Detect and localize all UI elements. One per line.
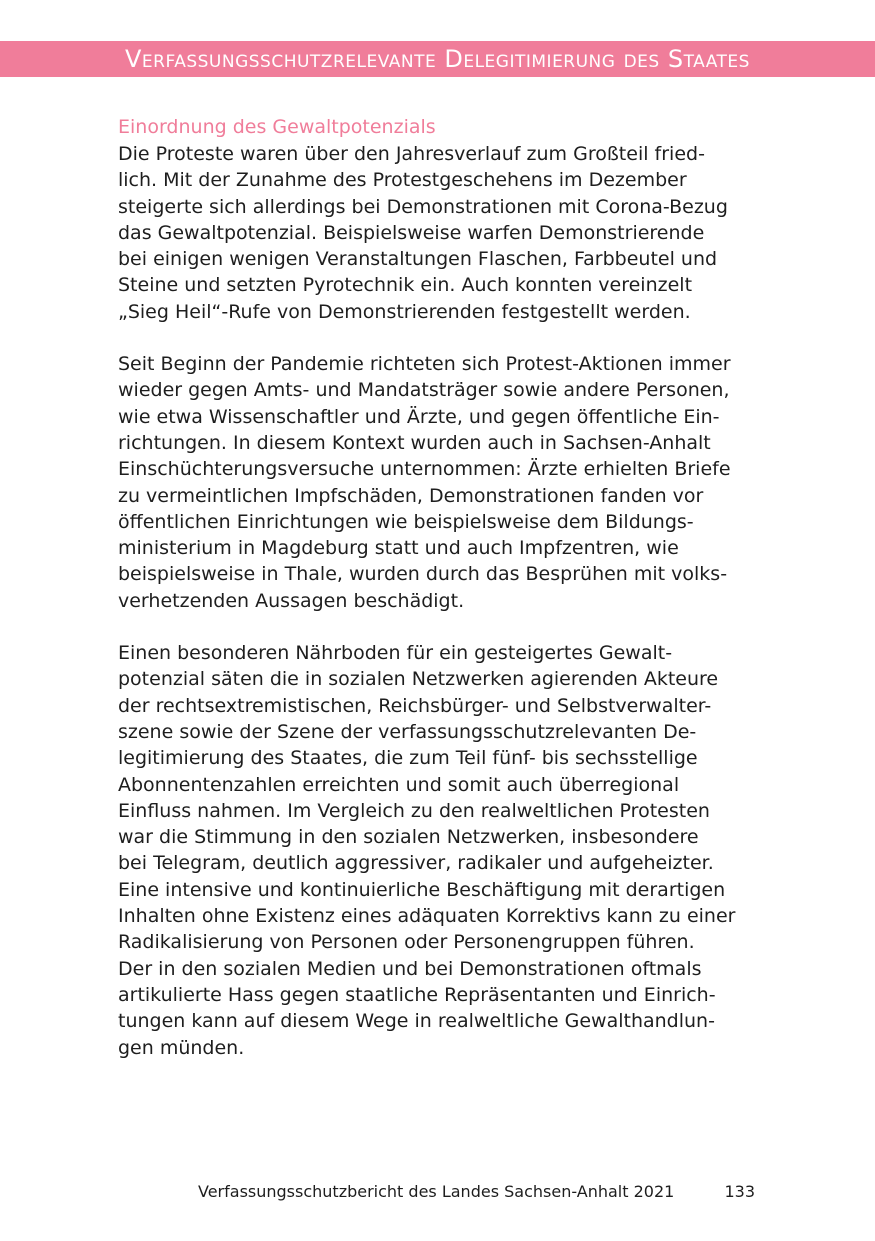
- text-line: ministerium in Magdeburg statt und auch Impfzentren, wie: [118, 537, 679, 560]
- text-line: Die Proteste waren über den Jahresverlauf zum Großteil fried-: [118, 143, 705, 165]
- text-line: verhetzenden Aussagen beschädigt.: [118, 589, 465, 612]
- text-line: Seit Beginn der Pandemie richteten sich Protest-Aktionen immer: [118, 353, 731, 376]
- text-line: gen münden.: [118, 1036, 245, 1059]
- paragraph-3: [118, 640, 763, 1061]
- section-heading: Einordnung des Gewaltpotenzials: [118, 116, 436, 138]
- text-line: Einschüchterungsversuche unternommen: Ärzte erhielten Briefe: [118, 458, 731, 481]
- text-line: Inhalten ohne Existenz eines adäquaten Korrektivs kann zu einer: [118, 905, 736, 928]
- text-line: lich. Mit der Zunahme des Protestgeschehens im Dezember: [118, 169, 687, 192]
- text-line: richtungen. In diesem Kontext wurden auch in Sachsen-Anhalt: [118, 431, 711, 454]
- chapter-title: Verfassungsschutzrelevante Delegitimierung des Staates: [125, 45, 750, 73]
- text-line: das Gewaltpotenzial. Beispielsweise warfen Demonstrierende: [118, 221, 705, 244]
- text-line: legitimierung des Staates, die zum Teil fünf- bis sechsstellige: [118, 747, 698, 770]
- page-content: [118, 114, 763, 1087]
- text-line: Einen besonderen Nährboden für ein gesteigertes Gewalt-: [118, 642, 673, 665]
- text-line: beispielsweise in Thale, wurden durch das Besprühen mit volks-: [118, 563, 728, 586]
- page-number: 133: [724, 1182, 755, 1201]
- text-line: der rechtsextremistischen, Reichsbürger- und Selbstverwalter-: [118, 694, 712, 717]
- text-line: war die Stimmung in den sozialen Netzwerken, insbesondere: [118, 826, 699, 849]
- text-line: bei Telegram, deutlich aggressiver, radikaler und aufgeheizter.: [118, 852, 714, 875]
- text-line: artikulierte Hass gegen staatliche Repräsentanten und Einrich-: [118, 983, 716, 1006]
- text-line: steigerte sich allerdings bei Demonstrationen mit Corona-Bezug: [118, 195, 728, 218]
- text-line: bei einigen wenigen Veranstaltungen Flaschen, Farbbeutel und: [118, 248, 718, 271]
- text-line: tungen kann auf diesem Wege in realweltliche Gewalthandlun-: [118, 1010, 715, 1033]
- chapter-header-band: [0, 41, 875, 77]
- text-line: Einfluss nahmen. Im Vergleich zu den realweltlichen Protesten: [118, 799, 710, 822]
- text-line: Radikalisierung von Personen oder Personengruppen führen.: [118, 931, 695, 954]
- text-line: Steine und setzten Pyrotechnik ein. Auch konnten vereinzelt: [118, 274, 693, 297]
- text-line: Abonnentenzahlen erreichten und somit auch überregional: [118, 773, 680, 796]
- text-line: wieder gegen Amts- und Mandatsträger sowie andere Personen,: [118, 379, 730, 402]
- text-line: Der in den sozialen Medien und bei Demonstrationen oftmals: [118, 957, 702, 980]
- text-line: szene sowie der Szene der verfassungsschutzrelevanten De-: [118, 720, 697, 743]
- text-line: Eine intensive und kontinuierliche Beschäftigung mit derartigen: [118, 878, 726, 901]
- text-line: potenzial säten die in sozialen Netzwerken agierenden Akteure: [118, 668, 719, 691]
- footer-publication-title: Verfassungsschutzbericht des Landes Sachsen-Anhalt 2021: [198, 1182, 675, 1201]
- text-line: „Sieg Heil“-Rufe von Demonstrierenden festgestellt werden.: [118, 300, 691, 323]
- paragraph-2: [118, 351, 763, 614]
- text-line: öffentlichen Einrichtungen wie beispielsweise dem Bildungs-: [118, 510, 694, 533]
- text-line: wie etwa Wissenschaftler und Ärzte, und gegen öffentliche Ein-: [118, 405, 720, 428]
- paragraph-1: [118, 141, 763, 325]
- text-line: zu vermeintlichen Impfschäden, Demonstrationen fanden vor: [118, 484, 704, 507]
